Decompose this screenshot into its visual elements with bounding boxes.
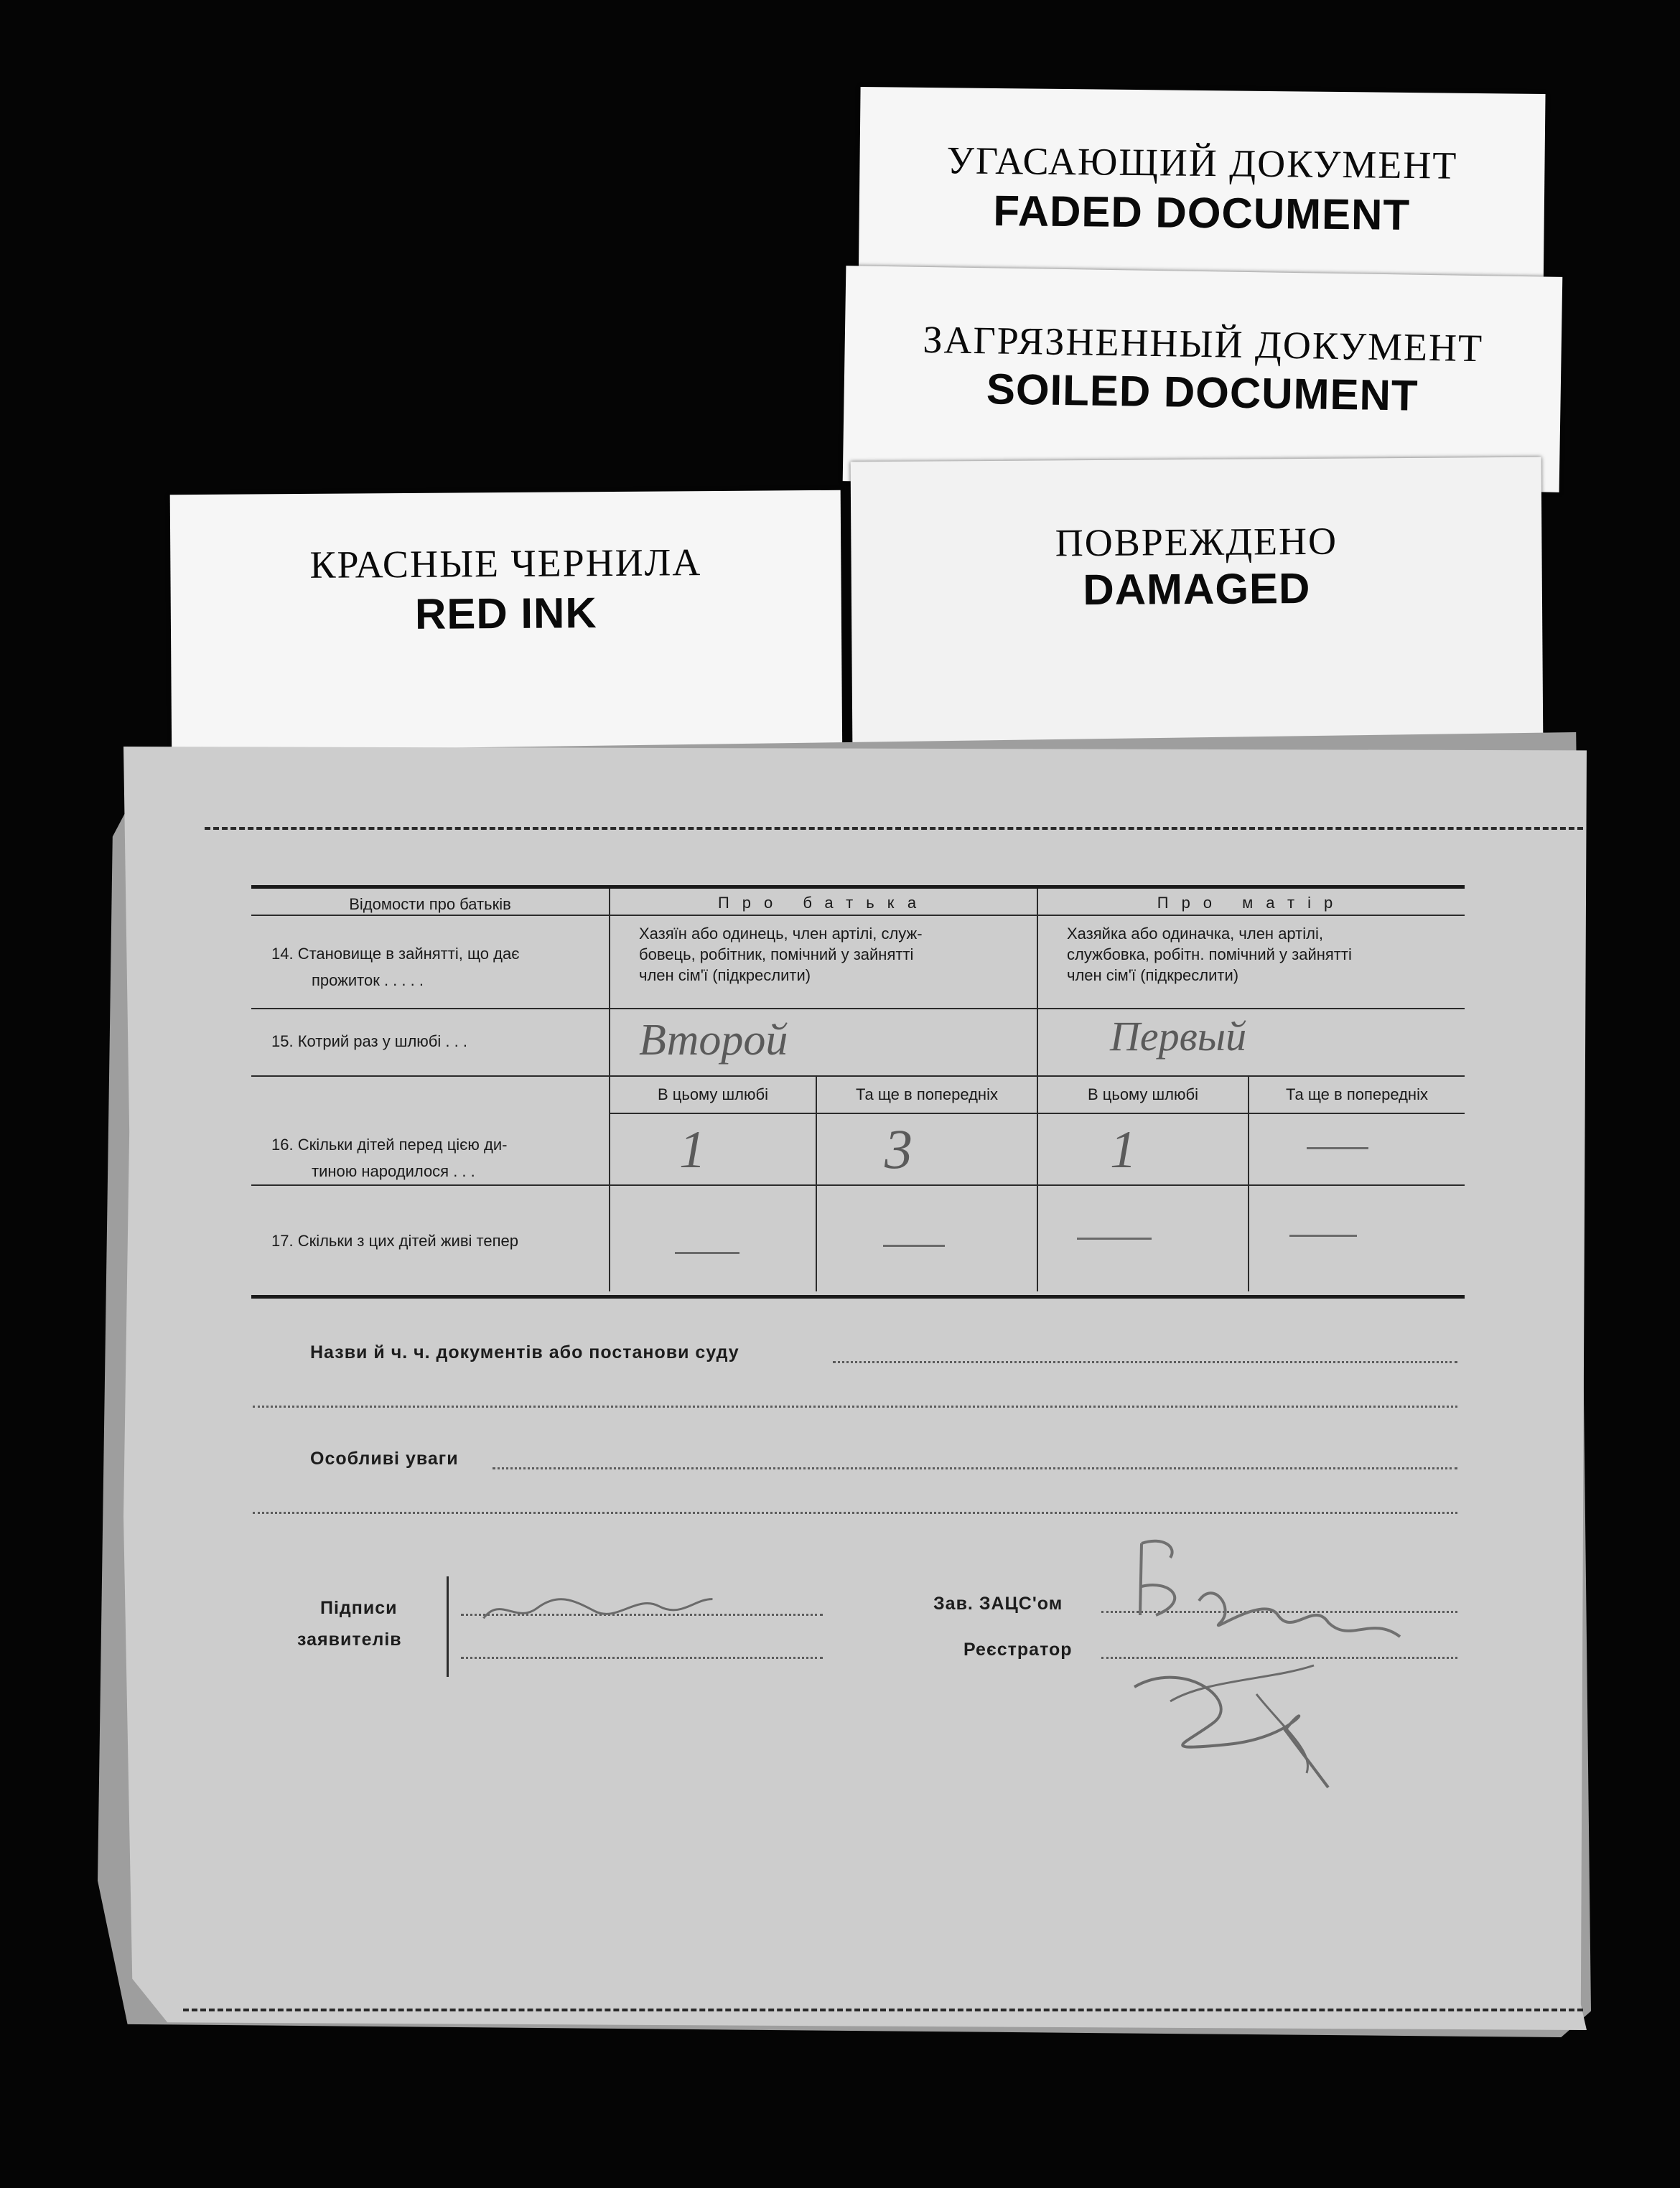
table-rule	[251, 1184, 1465, 1186]
row17-father-current-dash	[675, 1252, 739, 1254]
table-rule	[251, 1075, 1465, 1077]
perforation-top	[205, 827, 1583, 830]
table-divider	[1248, 1075, 1249, 1291]
perforation-bottom	[183, 2009, 1583, 2011]
header-parents-info: Відомости про батьків	[349, 895, 511, 913]
registrar-label: Реєстратор	[963, 1640, 1073, 1660]
row15-mother-value: Первый	[1110, 1013, 1247, 1060]
row17-mother-previous-dash	[1289, 1235, 1357, 1237]
table-rule	[251, 1008, 1465, 1009]
faded-label-en: FADED DOCUMENT	[993, 186, 1411, 240]
row14-father-line3: член сім'ї (підкреслити)	[639, 966, 811, 985]
row14-mother-line3: член сім'ї (підкреслити)	[1067, 966, 1239, 985]
damaged-label-en: DAMAGED	[1083, 564, 1311, 614]
header-mother: Про матір	[1157, 894, 1346, 912]
row15-father-value: Второй	[639, 1016, 788, 1065]
official-signatures	[1098, 1515, 1429, 1802]
documents-label: Назви й ч. ч. документів або постанови суду	[310, 1342, 739, 1362]
table-rule	[251, 915, 1465, 916]
remarks-label: Особливі уваги	[310, 1449, 459, 1469]
row14-father-text	[639, 923, 1027, 986]
row14-father-line1: Хазяїн або одинець, член артілі, служ-	[639, 925, 923, 943]
row14-label-line2: прожиток . . . . .	[312, 971, 424, 990]
row16-label	[271, 1134, 507, 1182]
father-current-header: В цьому шлюбі	[657, 1085, 769, 1103]
row14-mother-line1: Хазяйка або одиначка, член артілі,	[1067, 925, 1323, 943]
mother-current-header: В цьому шлюбі	[1087, 1085, 1199, 1103]
row17-label: 17. Скільки з цих дітей живі тепер	[271, 1232, 518, 1250]
signatures-label: Підписи	[320, 1598, 398, 1618]
remarks-line-2	[253, 1512, 1457, 1514]
documents-line	[833, 1361, 1457, 1363]
signatures-brace	[447, 1576, 453, 1677]
soiled-label-ru: ЗАГРЯЗНЕННЫЙ ДОКУМЕНТ	[923, 317, 1484, 370]
documents-line-2	[253, 1406, 1457, 1408]
soiled-label-en: SOILED DOCUMENT	[986, 365, 1419, 420]
signature-line-2	[461, 1657, 823, 1659]
red-ink-label-en: RED INK	[414, 589, 597, 638]
damaged-card	[851, 457, 1544, 749]
row14-mother-line2: службовка, робітн. помічний у зайнятті	[1067, 945, 1352, 964]
row16-mother-current: 1	[1110, 1121, 1137, 1179]
row16-label-line2: тиною народилося . . .	[312, 1162, 475, 1181]
parents-info-table	[251, 885, 1465, 1299]
red-ink-label-ru: КРАСНЫЕ ЧЕРНИЛА	[309, 541, 702, 586]
row14-father-line2: бовець, робітник, помічний у зайнятті	[639, 945, 914, 964]
row17-mother-current-dash	[1077, 1238, 1152, 1240]
table-divider	[816, 1075, 817, 1291]
remarks-line	[493, 1467, 1457, 1469]
row16-father-previous: 3	[885, 1118, 913, 1180]
damaged-label-ru: ПОВРЕЖДЕНО	[1055, 519, 1338, 565]
row14-label-line1: 14. Становище в зайнятті, що дає	[271, 945, 520, 963]
red-ink-card	[170, 490, 843, 768]
row16-mother-previous-dash	[1307, 1147, 1368, 1149]
signatures-label-2: заявителів	[297, 1630, 402, 1650]
mother-previous-header: Та ще в попередніх	[1286, 1085, 1428, 1103]
row16-father-current: 1	[679, 1121, 706, 1179]
father-previous-header: Та ще в попередніх	[856, 1085, 998, 1103]
row16-label-line1: 16. Скільки дітей перед цією ди-	[271, 1136, 508, 1154]
row14-mother-text	[1067, 923, 1455, 986]
row14-label	[271, 943, 519, 991]
row17-father-previous-dash	[883, 1245, 945, 1247]
header-father: Про батька	[717, 894, 930, 912]
row15-label: 15. Котрий раз у шлюбі . . .	[271, 1032, 467, 1050]
faded-label-ru: УГАСАЮЩИЙ ДОКУМЕНТ	[946, 139, 1458, 187]
head-label: Зав. ЗАЦС'ом	[933, 1594, 1063, 1614]
